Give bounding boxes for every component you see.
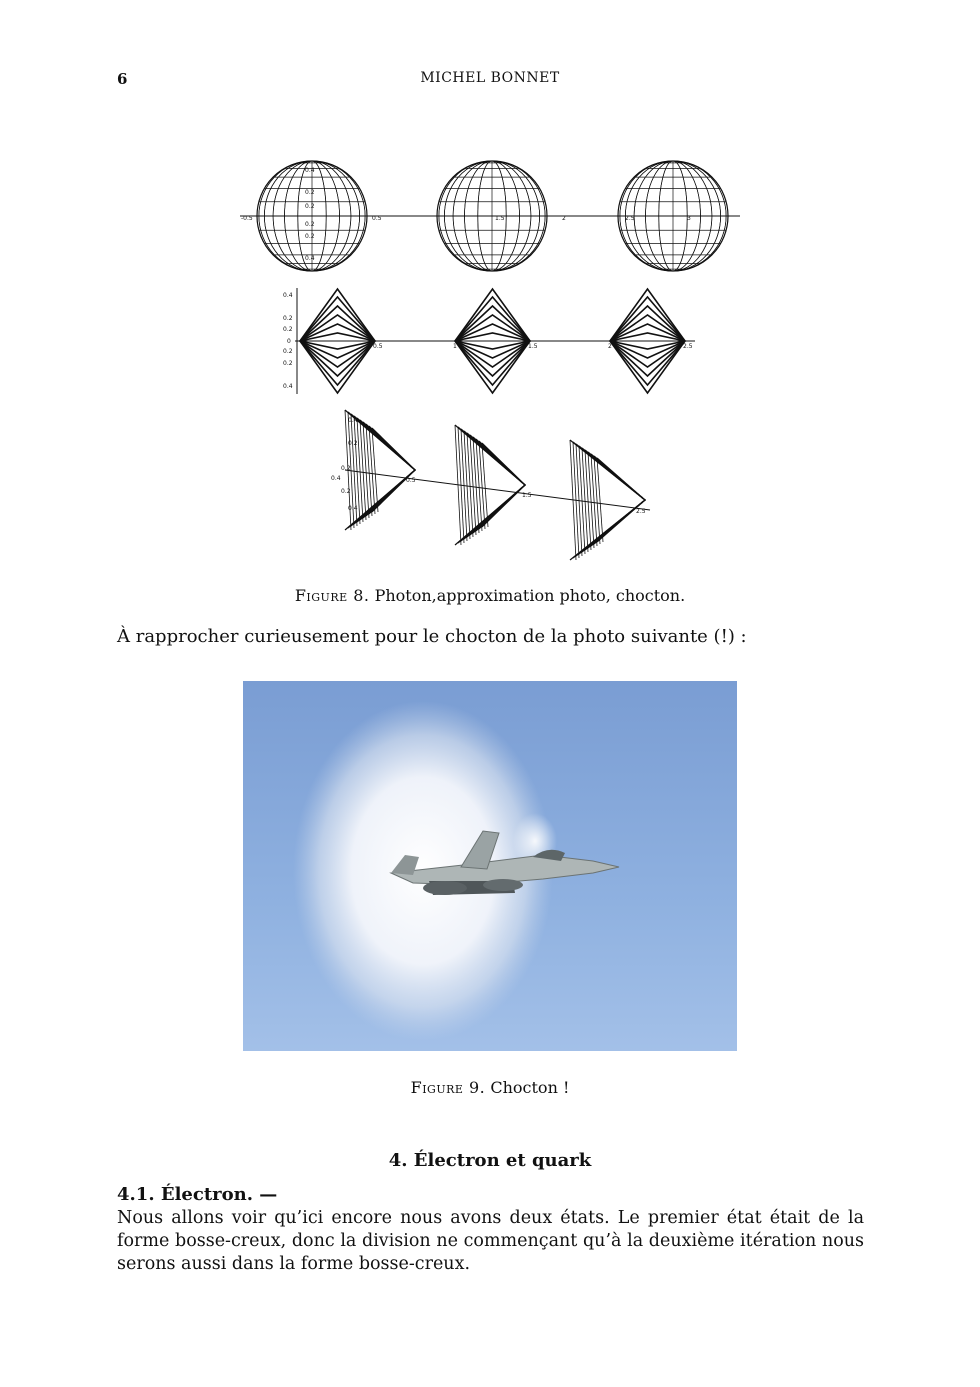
tick-label: 0.2 bbox=[341, 465, 351, 472]
tick-label: 0.2 bbox=[283, 348, 293, 355]
fan bbox=[570, 440, 645, 560]
fan bbox=[455, 425, 525, 545]
tick-label: 1.5 bbox=[495, 215, 505, 222]
tick-label: 0.2 bbox=[305, 233, 315, 240]
figure-8-plots bbox=[225, 150, 755, 570]
fan-row bbox=[345, 410, 650, 560]
tick-label: 0.4 bbox=[283, 383, 293, 390]
tick-label: 1.5 bbox=[528, 343, 538, 350]
tick-label: 0.2 bbox=[305, 189, 315, 196]
tick-label: 0.5 bbox=[406, 477, 416, 484]
page-number: 6 bbox=[117, 70, 128, 88]
tick-label: 0.4 bbox=[305, 255, 315, 262]
tick-label: 0.4 bbox=[331, 475, 341, 482]
tick-label: 0.2 bbox=[305, 203, 315, 210]
tick-label: 0.2 bbox=[283, 326, 293, 333]
sonic-boom-photo bbox=[243, 681, 737, 1051]
tick-label: 2.5 bbox=[636, 508, 646, 515]
intro-sentence: À rapprocher curieusement pour le chocton de la photo suivante (!) : bbox=[117, 626, 747, 647]
body-paragraph: Nous allons voir qu’ici encore nous avons deux états. Le premier état était de la forme bosse-creux, donc la division ne commençant qu’à la deuxième itération nous serons aussi dans la forme bosse-creux. bbox=[117, 1208, 864, 1274]
figure-8-caption bbox=[0, 586, 980, 605]
figure-9-label: Figure 9. bbox=[410, 1078, 486, 1097]
tick-label: 0.2 bbox=[348, 440, 358, 447]
tick-label: -0.5 bbox=[241, 215, 253, 222]
figure-8-label: Figure 8. bbox=[294, 586, 370, 605]
figure-8-caption-text: Photon,approximation photo, chocton. bbox=[374, 586, 686, 605]
tick-label: 0.5 bbox=[372, 215, 382, 222]
tick-label: 0.4 bbox=[348, 505, 358, 512]
tick-label: 1 bbox=[453, 343, 457, 350]
tick-label: 0.2 bbox=[283, 315, 293, 322]
tick-label: 2 bbox=[562, 215, 566, 222]
tick-label: 2 bbox=[608, 343, 612, 350]
sphere-row bbox=[240, 161, 740, 271]
section-title: 4. Électron et quark bbox=[388, 1150, 592, 1171]
tick-label: 0.4 bbox=[283, 292, 293, 299]
subsection-title: 4.1. Électron. — bbox=[117, 1184, 278, 1205]
tick-label: 2.5 bbox=[625, 215, 635, 222]
tick-label: 2.5 bbox=[683, 343, 693, 350]
figure-9-caption bbox=[0, 1078, 980, 1097]
tick-label: 0.5 bbox=[373, 343, 383, 350]
tick-label: 0.2 bbox=[305, 221, 315, 228]
tick-label: 0 bbox=[287, 338, 291, 345]
figure-9-caption-text: Chocton ! bbox=[490, 1078, 570, 1097]
tick-label: 0.2 bbox=[283, 360, 293, 367]
tick-label: 0.4 bbox=[348, 417, 358, 424]
tick-label: 3 bbox=[687, 215, 691, 222]
diamond-row bbox=[295, 288, 695, 394]
running-head: MICHEL BONNET bbox=[420, 70, 560, 86]
fan bbox=[345, 410, 415, 530]
tick-label: 0.4 bbox=[305, 167, 315, 174]
tick-label: 0.2 bbox=[341, 488, 351, 495]
tick-label: 1.5 bbox=[522, 492, 532, 499]
wireframe-sphere bbox=[437, 161, 547, 271]
